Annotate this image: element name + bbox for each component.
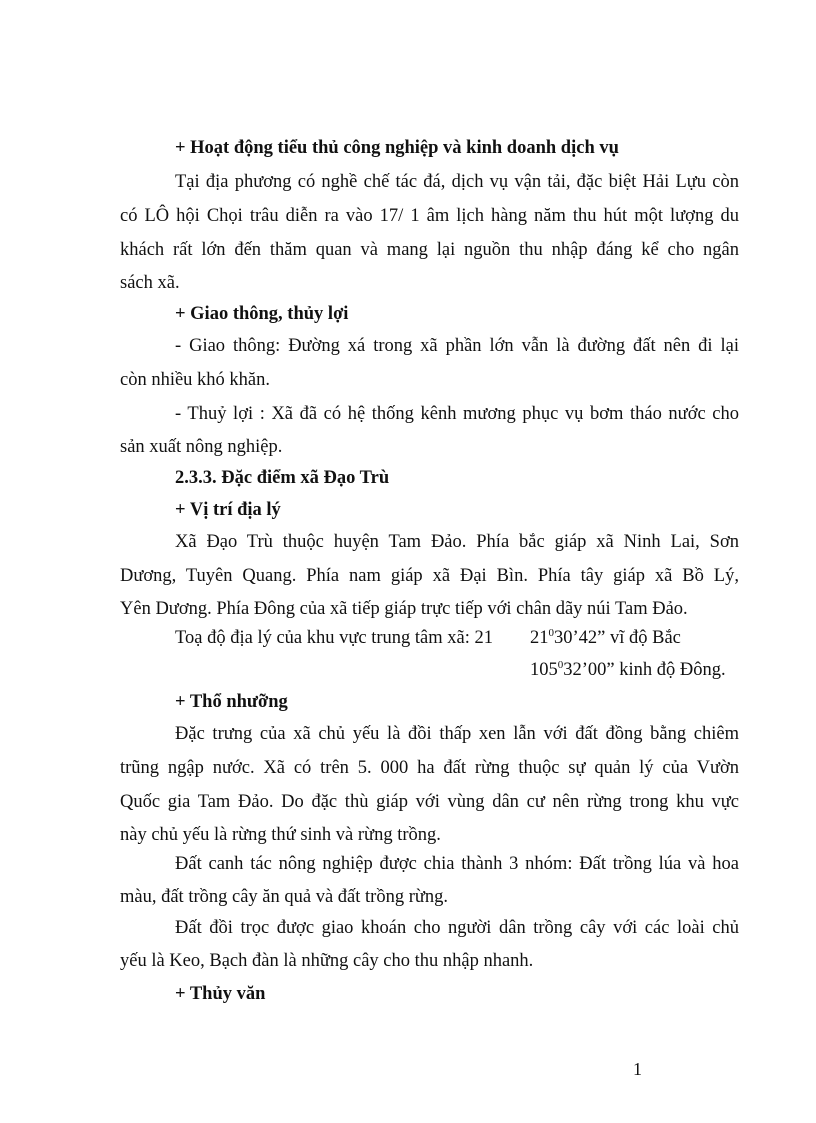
heading-giao-thong-thuy-loi: + Giao thông, thủy lợi xyxy=(175,304,349,324)
paragraph-line: Đất đồi trọc được giao khoán cho người dân trồng cây với các loài chủ xyxy=(175,918,739,938)
paragraph-line: khách rất lớn đến thăm quan và mang lại nguồn thu nhập đáng kể cho ngân xyxy=(120,240,739,260)
paragraph-line: màu, đất trồng cây ăn quả và đất trồng rừng. xyxy=(120,887,449,907)
coordinate-label: Toạ độ địa lý của khu vực trung tâm xã: 21 xyxy=(175,628,494,648)
paragraph-line: yếu là Keo, Bạch đàn là những cây cho thu nhập nhanh. xyxy=(120,951,534,971)
heading-tieu-thu-cong-nghiep: + Hoạt động tiểu thủ công nghiệp và kinh doanh dịch vụ xyxy=(175,138,619,158)
paragraph-line: Tại địa phương có nghề chế tác đá, dịch vụ vận tải, đặc biệt Hải Lựu còn xyxy=(175,172,739,192)
paragraph-line: - Giao thông: Đường xá trong xã phần lớn vẫn là đường đất nên đi lại xyxy=(175,336,739,356)
page-number: 1 xyxy=(633,1059,642,1079)
paragraph-line: sản xuất nông nghiệp. xyxy=(120,437,283,457)
paragraph-line: còn nhiều khó khăn. xyxy=(120,370,271,390)
coordinate-latitude: $21^030’42$” vĩ độ Bắc xyxy=(530,626,681,648)
paragraph-line: - Thuỷ lợi : Xã đã có hệ thống kênh mương phục vụ bơm tháo nước cho xyxy=(175,404,739,424)
paragraph-line: trũng ngập nước. Xã có trên 5. 000 ha đất rừng thuộc sự quản lý của Vườn xyxy=(120,758,739,778)
paragraph-line: sách xã. xyxy=(120,273,180,293)
paragraph-line: có LÔ hội Chọi trâu diễn ra vào 17/ 1 âm lịch hàng năm thu hút một lượng du xyxy=(120,206,739,226)
paragraph-line: Đất canh tác nông nghiệp được chia thành 3 nhóm: Đất trồng lúa và hoa xyxy=(175,854,739,874)
paragraph-line: này chủ yếu là rừng thứ sinh và rừng trồng. xyxy=(120,825,441,845)
paragraph-line: Xã Đạo Trù thuộc huyện Tam Đảo. Phía bắc giáp xã Ninh Lai, Sơn xyxy=(175,532,739,552)
heading-tho-nhuong: + Thổ nhưỡng xyxy=(175,692,288,712)
paragraph-line: Yên Dương. Phía Đông của xã tiếp giáp trực tiếp với chân dãy núi Tam Đảo. xyxy=(120,599,688,619)
coordinate-longitude: $105^032’00$” kinh độ Đông. xyxy=(530,658,726,680)
heading-thuy-van: + Thủy văn xyxy=(175,984,266,1004)
paragraph-line: Quốc gia Tam Đảo. Do đặc thù giáp với vùng dân cư nên rừng trong khu vực xyxy=(120,792,739,812)
section-heading: 2.3.3. Đặc điểm xã Đạo Trù xyxy=(175,468,390,488)
paragraph-line: Đặc trưng của xã chủ yếu là đồi thấp xen lẫn với đất đồng bằng chiêm xyxy=(175,724,739,744)
paragraph-line: Dương, Tuyên Quang. Phía nam giáp xã Đại Bìn. Phía tây giáp xã Bồ Lý, xyxy=(120,566,739,586)
heading-vi-tri-dia-ly: + Vị trí địa lý xyxy=(175,500,281,520)
